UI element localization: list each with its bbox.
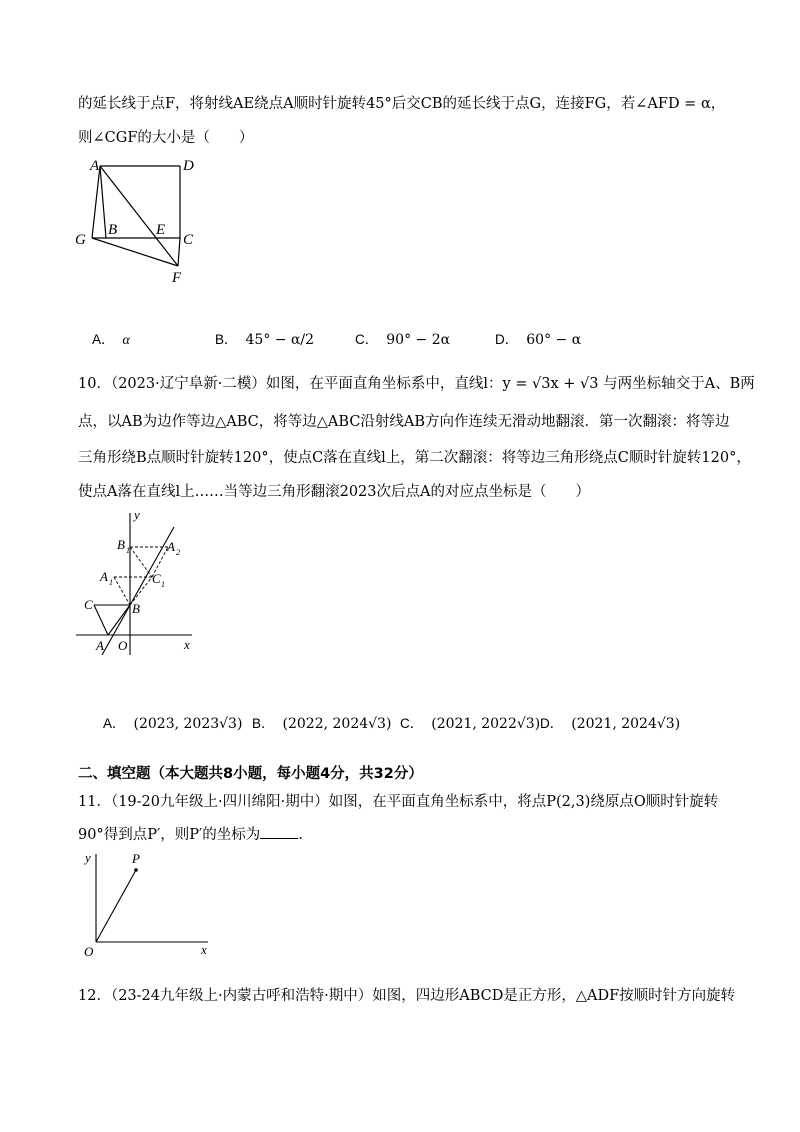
q11-text-line2: 90°得到点P′，则P′的坐标为 ． [78, 824, 313, 845]
q10-label-A2: A [167, 539, 175, 554]
q10-text-line1: 10．（2023·辽宁阜新·二模）如图，在平面直角坐标系中，直线l：y = √3x + √3 与两坐标轴交于A、B两 [78, 376, 755, 392]
q9-option-c[interactable]: C． 90° − 2α [355, 332, 451, 348]
q9-label-D: D [183, 158, 194, 174]
q11-label-P: P [132, 851, 140, 866]
q10-label-A1-sub: 1 [109, 578, 113, 587]
q9-label-F: F [172, 270, 182, 286]
q11-text-line1: 11．（19-20九年级上·四川绵阳·期中）如图，在平面直角坐标系中，将点P(2,3)绕原点O顺时针旋转 [78, 794, 719, 810]
q9-text-line2: 则∠CGF的大小是（ ） [78, 130, 254, 146]
q10-figure [70, 505, 210, 660]
q10-text-line3: 三角形绕B点顺时针旋转120°，使点C落在直线l上，第二次翻滚：将等边三角形绕点C顺时针旋转120°， [78, 450, 751, 466]
q9-option-b[interactable]: B． 45° − α/2 [215, 332, 315, 348]
q9-label-G: G [75, 232, 86, 248]
q10-label-B: B [132, 601, 140, 616]
q10-label-B1: B [117, 537, 125, 552]
q9-text-line1: 的延长线于点F，将射线AE绕点A顺时针旋转45°后交CB的延长线于点G，连接FG，若∠AFD = α， [78, 96, 726, 112]
q10-label-A1: A [100, 569, 108, 584]
q10-label-A: A [96, 638, 104, 653]
q10-option-b[interactable]: B． (2022, 2024√3) [252, 716, 392, 732]
q11-figure [76, 846, 216, 966]
q10-option-c[interactable]: C． (2021, 2022√3) [400, 716, 541, 732]
q12-text-line1: 12．（23-24九年级上·内蒙古呼和浩特·期中）如图，四边形ABCD是正方形，△ADF按顺时针方向旋转 [78, 988, 736, 1004]
q11-label-y: y [85, 850, 91, 865]
q9-option-d[interactable]: D． 60° − α [495, 332, 582, 348]
q10-text-line4: 使点A落在直线l上……当等边三角形翻滚2023次后点A的对应点坐标是（ ） [78, 484, 590, 500]
q11-label-x: x [201, 942, 207, 957]
q9-option-a[interactable]: A． α [92, 332, 130, 348]
q9-label-A: A [90, 158, 100, 174]
section-heading-fill-in: 二、填空题（本大题共8小题，每小题4分，共32分） [78, 766, 423, 782]
q10-label-C1: C [152, 571, 161, 586]
q10-label-C1-sub: 1 [161, 580, 165, 589]
q9-label-B: B [108, 222, 118, 238]
q9-figure [70, 152, 200, 287]
q10-label-O: O [118, 638, 128, 653]
q11-label-O: O [84, 944, 94, 959]
q9-label-E: E [156, 222, 166, 238]
q10-option-d[interactable]: D． (2021, 2024√3) [540, 716, 681, 732]
q10-label-B1-sub: 1 [126, 546, 130, 555]
q10-label-x: x [184, 637, 190, 652]
q10-label-C: C [84, 597, 93, 612]
q10-label-A2-sub: 2 [176, 548, 180, 557]
q9-label-C: C [183, 232, 194, 248]
q11-answer-blank[interactable] [260, 824, 298, 839]
q10-label-y: y [134, 507, 140, 522]
q10-option-a[interactable]: A． (2023, 2023√3) [103, 716, 243, 732]
q10-text-line2: 点，以AB为边作等边△ABC，将等边△ABC沿射线AB方向作连续无滑动地翻滚．第一次翻滚：将等边 [78, 414, 730, 430]
